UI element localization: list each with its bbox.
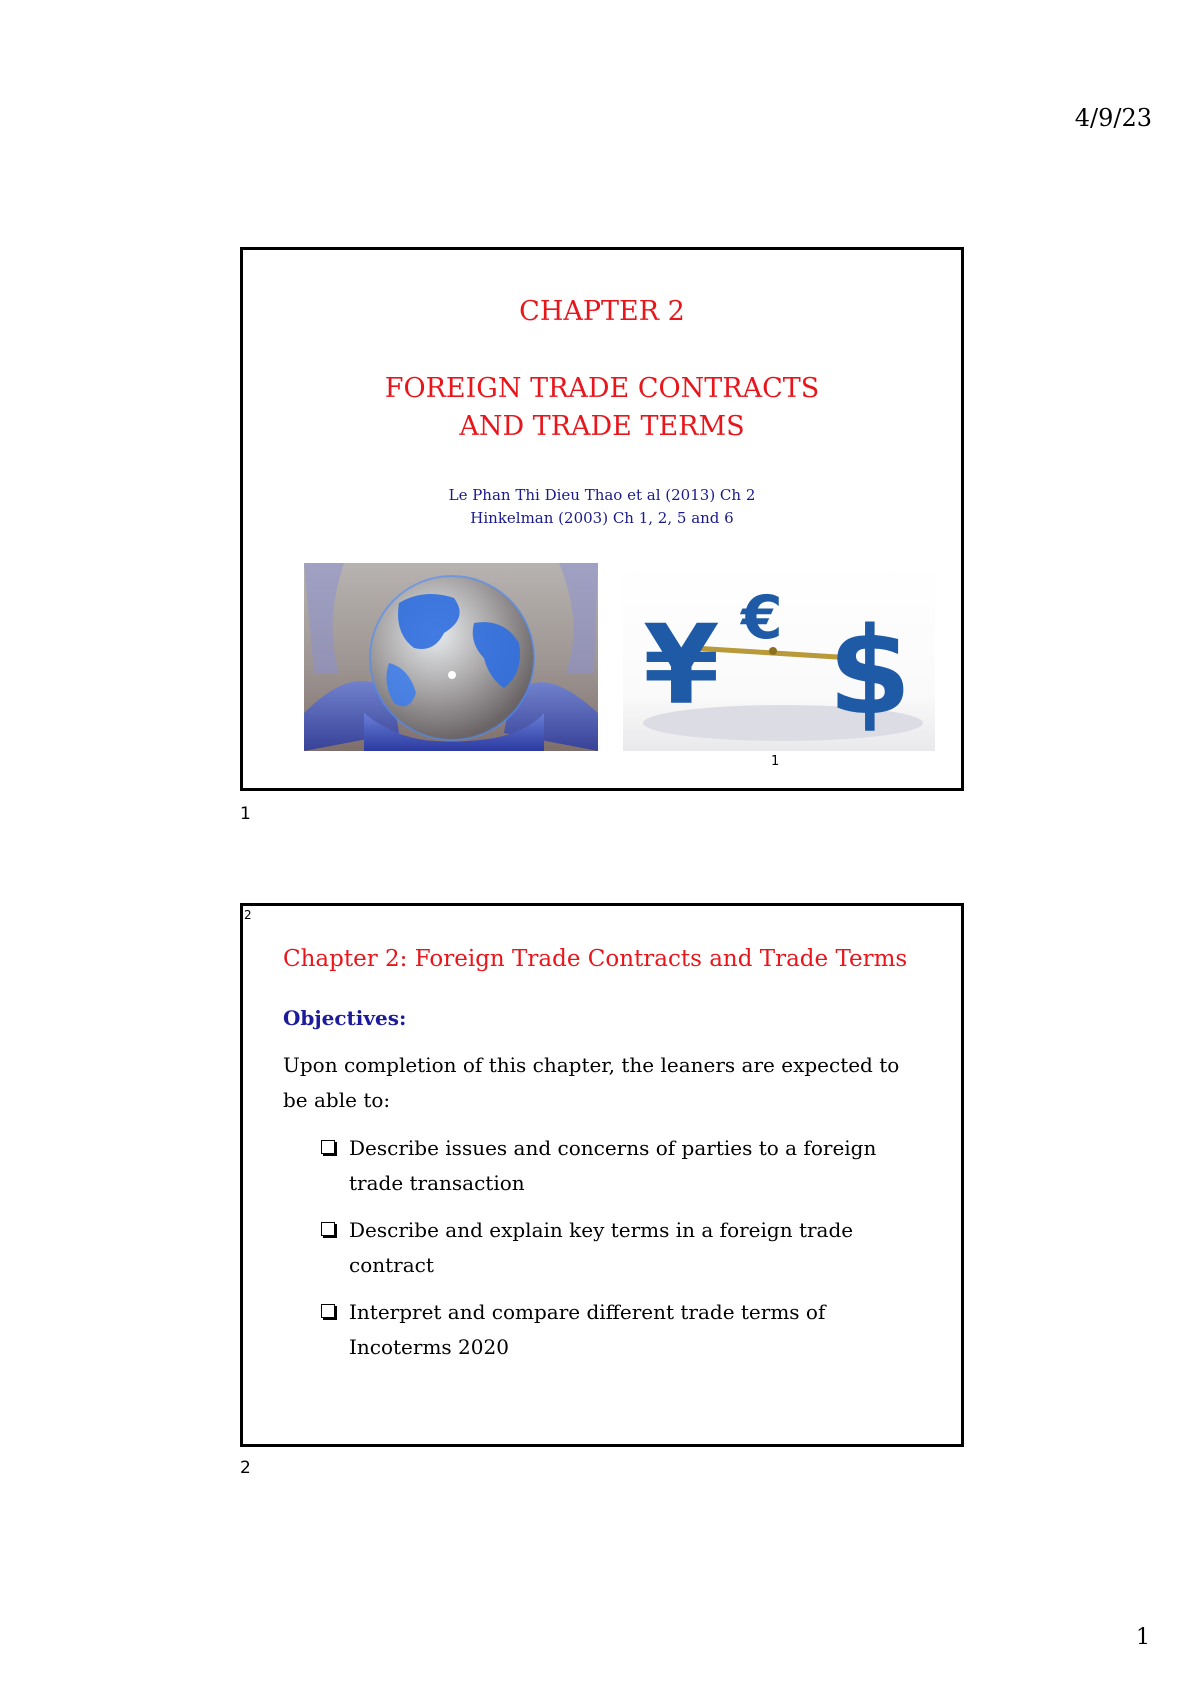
currency-symbols-image — [623, 563, 935, 751]
objectives-intro: Upon completion of this chapter, the leaners are expected to be able to: — [283, 1053, 900, 1112]
svg-text:$: $ — [828, 603, 912, 742]
checkbox-bullet-icon — [321, 1222, 335, 1236]
slide-2 — [240, 903, 964, 1447]
checkbox-bullet-icon — [321, 1304, 335, 1318]
list-item — [321, 1213, 881, 1283]
slide-1-chapter-title: CHAPTER 2 — [519, 296, 685, 327]
slide-1-reference-1: Le Phan Thi Dieu Thao et al (2013) Ch 2 — [448, 486, 756, 504]
slide-1-subtitle-line-2: AND TRADE TERMS — [459, 411, 745, 442]
slide-1-subtitle-line-1: FOREIGN TRADE CONTRACTS — [384, 373, 820, 404]
slide-1-inner-number: 1 — [771, 754, 780, 769]
objective-text: Describe and explain key terms in a foreign trade contract — [349, 1218, 854, 1277]
slide-1 — [240, 247, 964, 791]
globe-in-hands-image — [304, 563, 598, 751]
slide-2-number: 2 — [240, 1458, 251, 1478]
objective-text: Interpret and compare different trade terms of Incoterms 2020 — [349, 1300, 826, 1359]
slide-2-corner-number: 2 — [244, 908, 252, 922]
svg-text:€: € — [741, 583, 783, 653]
slide-2-title: Chapter 2: Foreign Trade Contracts and Trade Terms — [283, 946, 908, 972]
page-date: 4/9/23 — [1074, 104, 1152, 132]
svg-text:¥: ¥ — [643, 601, 720, 729]
page-number: 1 — [1136, 1625, 1150, 1650]
objectives-list — [321, 1131, 881, 1377]
objective-text: Describe issues and concerns of parties to a foreign trade transaction — [349, 1136, 877, 1195]
objectives-heading: Objectives: — [283, 1006, 407, 1030]
slide-1-number: 1 — [240, 804, 251, 824]
list-item — [321, 1295, 881, 1365]
list-item — [321, 1131, 881, 1201]
checkbox-bullet-icon — [321, 1140, 335, 1154]
slide-1-reference-2: Hinkelman (2003) Ch 1, 2, 5 and 6 — [470, 509, 734, 527]
